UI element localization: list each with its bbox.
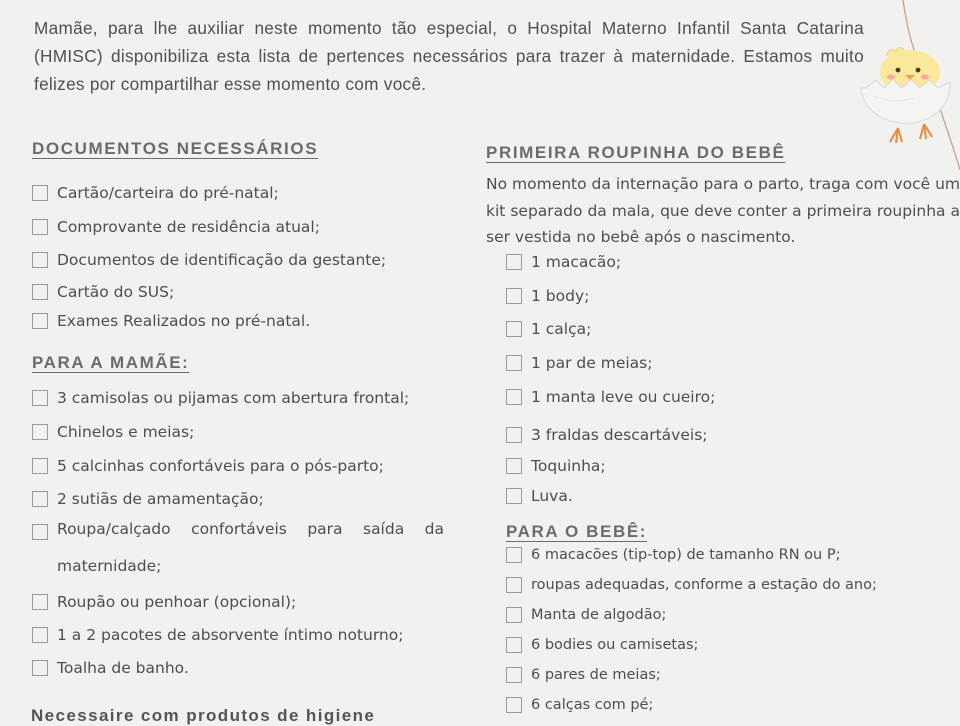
item-label: Cartão/carteira do pré-natal; — [57, 184, 279, 202]
documentos-item[interactable] — [32, 218, 320, 236]
roupinha-description: No momento da internação para o parto, traga com você um kit separado da mala, que deve conter a primeira roupinha a ser vestida no bebê após o nascimento. — [486, 175, 960, 246]
item-label: Roupão ou penhoar (opcional); — [57, 593, 297, 611]
checkbox[interactable] — [32, 660, 48, 676]
checkbox[interactable] — [32, 424, 48, 440]
item-label: Cartão do SUS; — [57, 283, 175, 301]
item-label: 3 fraldas descartáveis; — [531, 426, 708, 444]
intro-paragraph: Mamãe, para lhe auxiliar neste momento tão especial, o Hospital Materno Infantil Santa Catarina (HMISC) disponibiliza esta lista de pertences necessários para trazer à maternidade. Estamos muito felizes por compartilhar esse momento com você. — [34, 18, 864, 94]
item-label: Toquinha; — [531, 457, 606, 475]
chick-illustration — [858, 0, 960, 180]
item-label: Toalha de banho. — [57, 659, 189, 677]
item-label: 6 bodies ou camisetas; — [531, 637, 699, 653]
documentos-item[interactable] — [32, 184, 279, 202]
checkbox[interactable] — [32, 219, 48, 235]
item-label: roupas adequadas, conforme a estação do ano; — [531, 577, 877, 593]
checkbox[interactable] — [506, 577, 522, 593]
checkbox[interactable] — [32, 284, 48, 300]
bebe-item[interactable] — [506, 547, 840, 563]
mamae-item-checkbox-row[interactable] — [32, 524, 57, 540]
roupinha-item[interactable] — [506, 354, 652, 372]
roupinha-item[interactable] — [506, 457, 606, 475]
item-label: 1 a 2 pacotes de absorvente íntimo noturno; — [57, 626, 404, 644]
checkbox[interactable] — [32, 185, 48, 201]
documentos-item[interactable] — [32, 312, 310, 330]
mamae-heading: PARA A MAMÃE: — [32, 353, 190, 372]
checkbox[interactable] — [32, 627, 48, 643]
checkbox[interactable] — [32, 491, 48, 507]
documentos-item[interactable] — [32, 283, 174, 301]
checkbox[interactable] — [506, 667, 522, 683]
checkbox[interactable] — [506, 547, 522, 563]
item-label: 6 calças com pé; — [531, 697, 654, 713]
necessaire-heading-partial: Necessaire com produtos de higiene — [31, 706, 376, 725]
checkbox[interactable] — [32, 458, 48, 474]
roupinha-item[interactable] — [506, 487, 573, 505]
checkbox[interactable] — [506, 697, 522, 713]
checkbox[interactable] — [506, 488, 522, 504]
item-label: 5 calcinhas confortáveis para o pós-parto; — [57, 457, 384, 475]
mamae-item[interactable] — [32, 457, 384, 475]
documentos-item[interactable] — [32, 251, 386, 269]
checkbox[interactable] — [32, 252, 48, 268]
checkbox[interactable] — [32, 313, 48, 329]
mamae-item[interactable] — [32, 389, 409, 407]
checkbox[interactable] — [506, 254, 522, 270]
item-label-continued: maternidade; — [57, 557, 162, 575]
checkbox[interactable] — [506, 321, 522, 337]
mamae-item[interactable] — [32, 593, 296, 611]
roupinha-heading: PRIMEIRA ROUPINHA DO BEBÊ — [486, 143, 786, 162]
checkbox[interactable] — [506, 607, 522, 623]
item-label: 6 macacões (tip-top) de tamanho RN ou P; — [531, 547, 841, 563]
item-label: Documentos de identificação da gestante; — [57, 251, 387, 269]
checkbox[interactable] — [32, 594, 48, 610]
mamae-item[interactable] — [32, 423, 194, 441]
bebe-heading: PARA O BEBÊ: — [506, 522, 648, 541]
item-label: Roupa/calçado confortáveis para saída da — [57, 520, 444, 538]
bebe-item[interactable] — [506, 667, 661, 683]
item-label: 6 pares de meias; — [531, 667, 661, 683]
item-label: Chinelos e meias; — [57, 423, 195, 441]
roupinha-item[interactable] — [506, 320, 591, 338]
item-label: Luva. — [531, 487, 573, 505]
item-label: 1 manta leve ou cueiro; — [531, 388, 716, 406]
roupinha-item[interactable] — [506, 253, 621, 271]
mamae-item[interactable] — [32, 626, 403, 644]
checkbox[interactable] — [506, 458, 522, 474]
checkbox[interactable] — [506, 637, 522, 653]
mamae-item[interactable] — [32, 490, 264, 508]
bebe-item[interactable] — [506, 637, 698, 653]
item-label: 1 par de meias; — [531, 354, 653, 372]
item-label: Comprovante de residência atual; — [57, 218, 320, 236]
bebe-item[interactable] — [506, 577, 877, 593]
item-label: 1 calça; — [531, 320, 592, 338]
checkbox[interactable] — [32, 524, 48, 540]
documentos-heading: DOCUMENTOS NECESSÁRIOS — [32, 139, 319, 158]
item-label: Exames Realizados no pré-natal. — [57, 312, 311, 330]
item-label: 2 sutiãs de amamentação; — [57, 490, 264, 508]
mamae-item[interactable] — [32, 659, 189, 677]
checkbox[interactable] — [506, 355, 522, 371]
checkbox[interactable] — [506, 427, 522, 443]
bebe-item[interactable] — [506, 697, 653, 713]
roupinha-item[interactable] — [506, 426, 708, 444]
checkbox[interactable] — [506, 288, 522, 304]
item-label: 3 camisolas ou pijamas com abertura frontal; — [57, 389, 410, 407]
item-label: 1 body; — [531, 287, 590, 305]
checkbox[interactable] — [506, 389, 522, 405]
roupinha-item[interactable] — [506, 388, 715, 406]
checkbox[interactable] — [32, 390, 48, 406]
item-label: Manta de algodão; — [531, 607, 667, 623]
roupinha-item[interactable] — [506, 287, 589, 305]
bebe-item[interactable] — [506, 607, 666, 623]
item-label: 1 macacão; — [531, 253, 622, 271]
